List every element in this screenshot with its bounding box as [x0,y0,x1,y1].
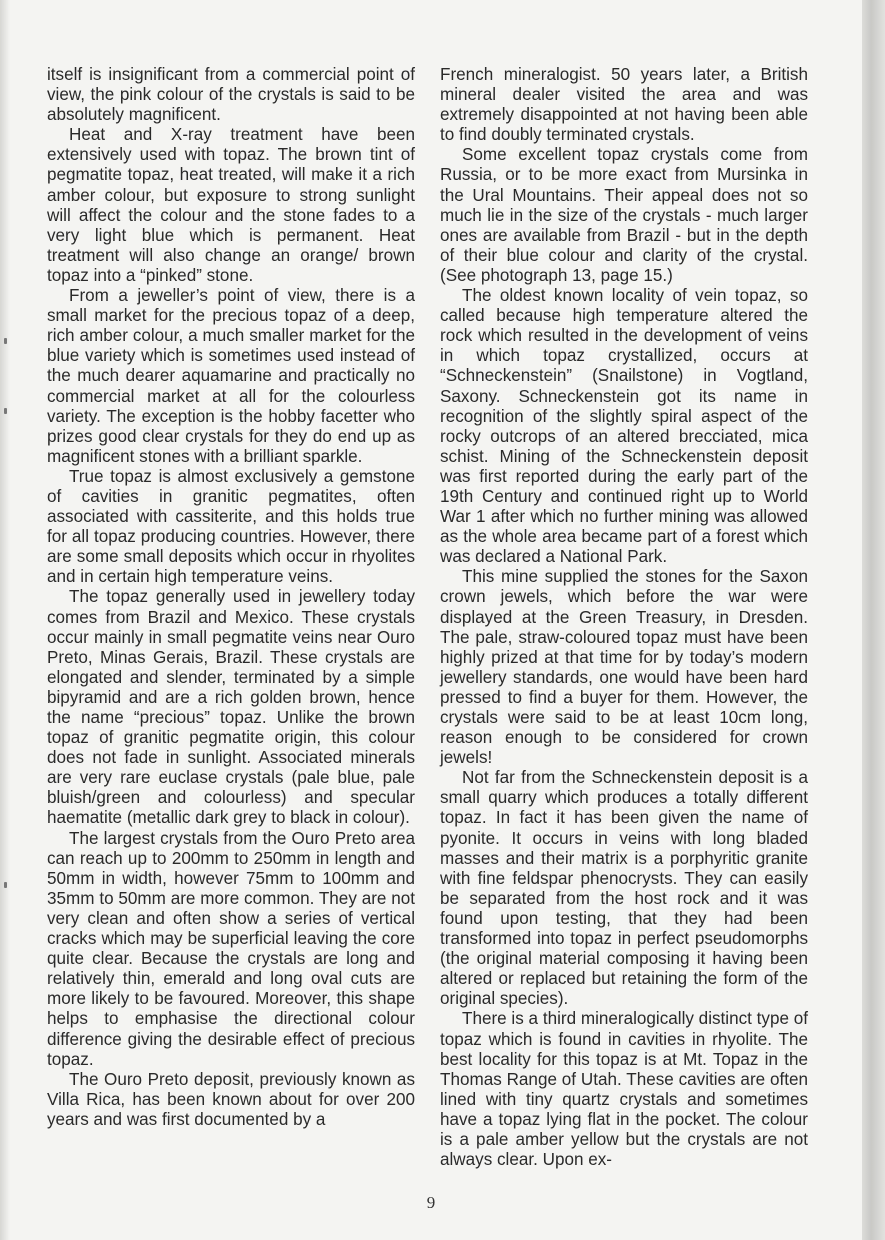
margin-mark [4,408,7,414]
paragraph: This mine supplied the stones for the Saxon crown jewels, which before the war were displayed at the Green Treasury, in Dresden. The pale, straw-coloured topaz must have been highly prized at that time for by today’s modern jewellery standards, one would have been hard pressed to find a buyer for them. However, the crystals were said to be at least 10cm long, reason enough to be considered for crown jewels! [440,567,808,768]
paragraph: Some excellent topaz crystals come from Russia, or to be more exact from Mursinka in the Ural Mountains. Their appeal does not so much lie in the size of the crystals - much larger ones are available from Brazil - but in the depth of their blue colour and clarity of the crystal. (See photograph 13, page 15.) [440,145,808,285]
paragraph: itself is insignificant from a commercial point of view, the pink colour of the crystals is said to be absolutely magnificent. [47,65,415,125]
paragraph: The topaz generally used in jewellery today comes from Brazil and Mexico. These crystals occur mainly in small pegmatite veins near Ouro Preto, Minas Gerais, Brazil. These crystals are elongated and slender, terminated by a simple bipyramid and are a rich golden brown, hence the name “precious” topaz. Unlike the brown topaz of granitic pegmatite origin, this colour does not fade in sunlight. Associated minerals are very rare euclase crystals (pale blue, pale bluish/green and colourless) and specular haematite (metallic dark grey to black in colour). [47,587,415,828]
paragraph: The oldest known locality of vein topaz, so called because high temperature altered the rock which resulted in the development of veins in which topaz crystallized, occurs at “Schneckenstein” (Snailstone) in Vogtland, Saxony. Schneckenstein got its name in recognition of the slightly spiral aspect of the rocky outcrops of an altered brecciated, mica schist. Mining of the Schneckenstein deposit was first reported during the early part of the 19th Century and continued right up to World War 1 after which no further mining was allowed as the whole area became part of a forest which was declared a National Park. [440,286,808,567]
paragraph: Not far from the Schneckenstein deposit is a small quarry which produces a totally different topaz. In fact it has been given the name of pyonite. It occurs in veins with long bladed masses and their matrix is a porphyritic granite with fine feldspar phenocrysts. They can easily be separated from the host rock and it was found upon testing, that they had been transformed into topaz in perfect pseudomorphs (the original material composing it having been altered or replaced but retaining the form of the original species). [440,768,808,1009]
binding-shadow [0,0,10,1240]
paragraph: From a jeweller’s point of view, there is a small market for the precious topaz of a deep, rich amber colour, a much smaller market for the blue variety which is sometimes used instead of the much dearer aquamarine and practically no commercial market at all for the colourless variety. The exception is the hobby facetter who prizes good clear crystals for they do end up as magnificent stones with a brilliant sparkle. [47,286,415,466]
paragraph: The Ouro Preto deposit, previously known as Villa Rica, has been known about for over 200 years and was first documented by a [47,1069,415,1129]
left-text-column [47,65,415,1130]
page-number: 9 [426,1193,436,1212]
paragraph: There is a third mineralogically distinct type of topaz which is found in cavities in rhyolite. The best locality for this topaz is at Mt. Topaz in the Thomas Range of Utah. These cavities are often lined with tiny quartz crystals and sometimes have a topaz lying flat in the pocket. The colour is a pale amber yellow but the crystals are not always clear. Upon ex- [440,1009,808,1170]
paragraph: French mineralogist. 50 years later, a British mineral dealer visited the area and was extremely disappointed at not having been able to find doubly terminated crystals. [440,65,808,145]
paragraph: Heat and X-ray treatment have been extensively used with topaz. The brown tint of pegmatite topaz, heat treated, will make it a rich amber colour, but exposure to strong sunlight will affect the colour and the stone fades to a very light blue which is permanent. Heat treatment will also change an orange/ brown topaz into a “pinked” stone. [47,125,415,285]
margin-mark [4,882,7,888]
paragraph: The largest crystals from the Ouro Preto area can reach up to 200mm to 250mm in length and 50mm in width, however 75mm to 100mm and 35mm to 50mm are more common. They are not very clean and often show a series of vertical cracks which may be superficial leaving the core quite clear. Because the crystals are long and relatively thin, emerald and long oval cuts are more likely to be favoured. Moreover, this shape helps to emphasise the directional colour difference giving the desirable effect of precious topaz. [47,828,415,1069]
right-text-column [440,65,808,1170]
paragraph: True topaz is almost exclusively a gemstone of cavities in granitic pegmatites, often associated with cassiterite, and this holds true for all topaz producing countries. However, there are some small deposits which occur in rhyolites and in certain high temperature veins. [47,466,415,587]
page-edge [862,0,885,1240]
margin-mark [4,338,7,344]
